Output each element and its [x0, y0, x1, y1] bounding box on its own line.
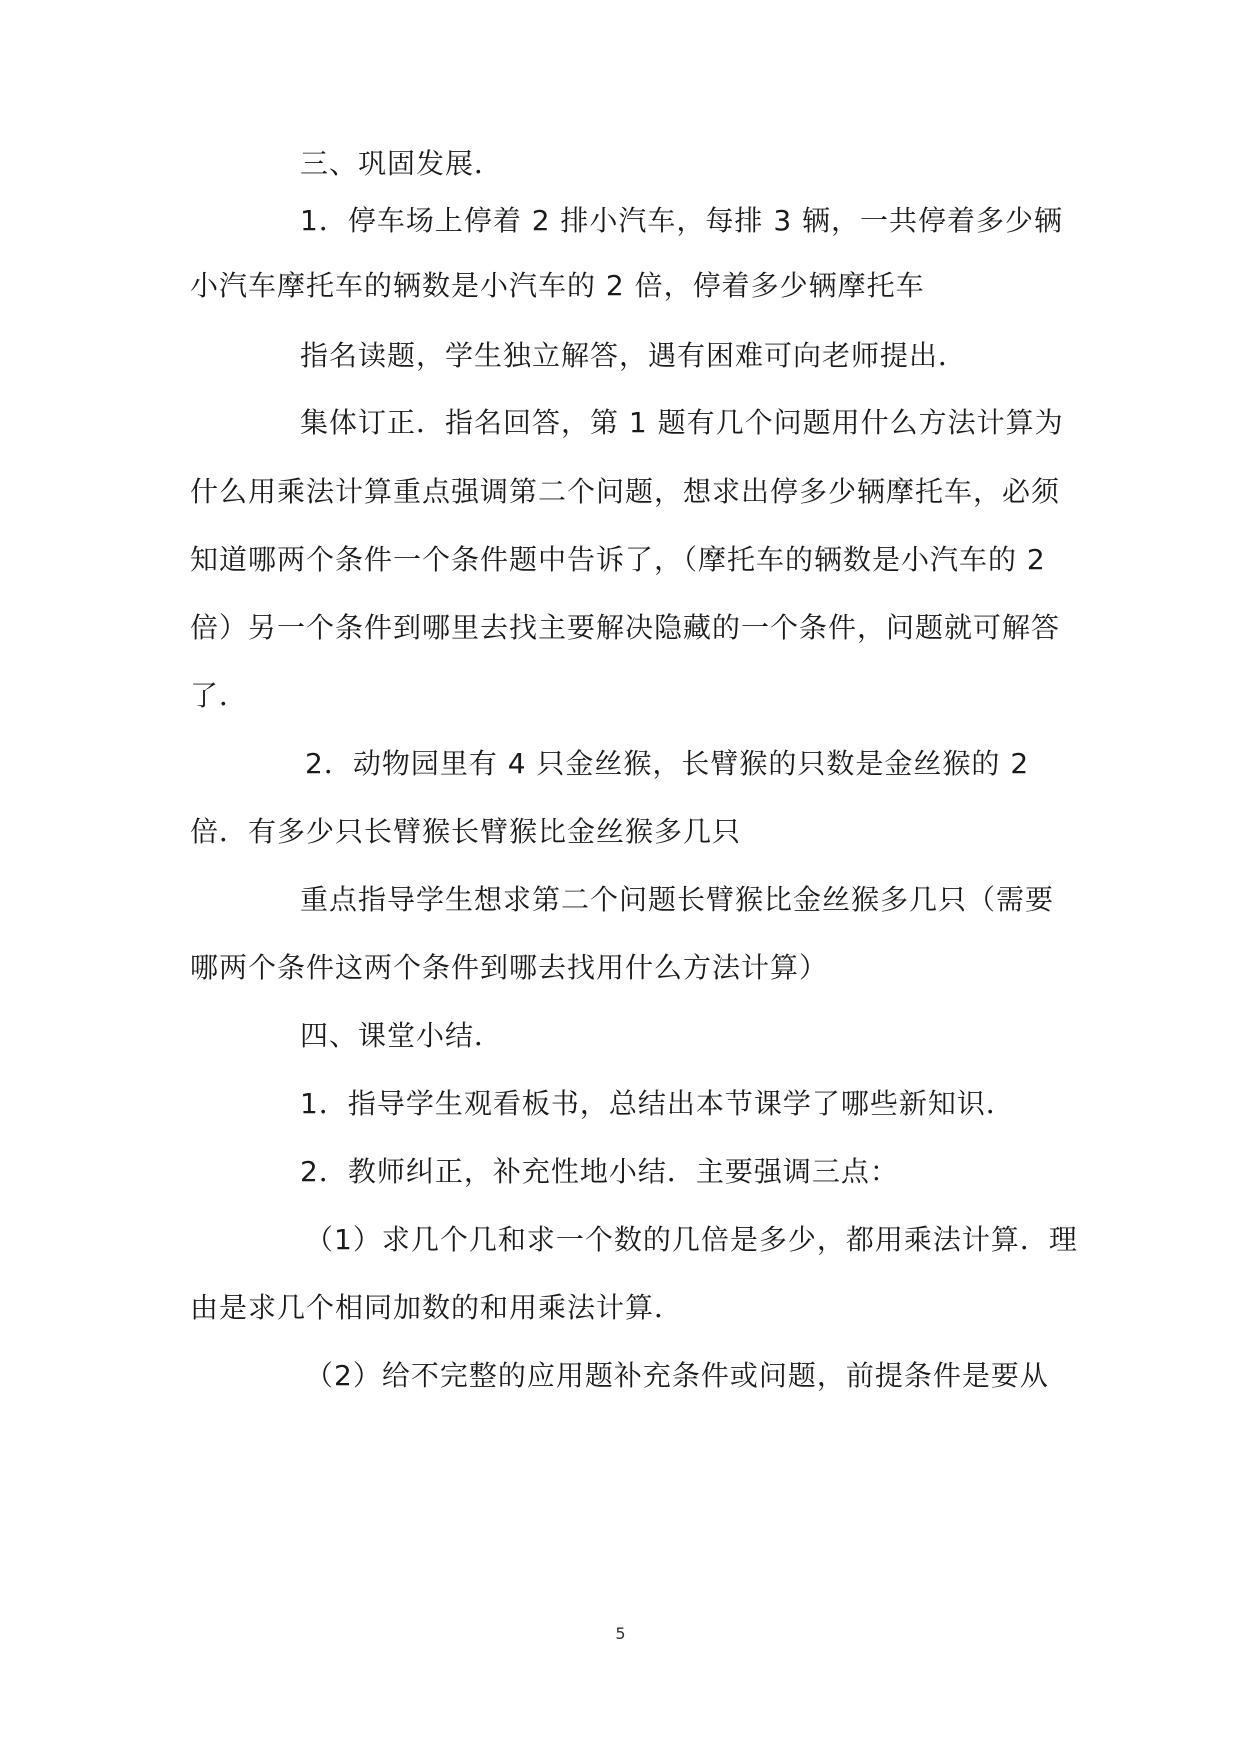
paragraph-line: 小汽车摩托车的辆数是小汽车的 2 倍，停着多少辆摩托车: [190, 269, 925, 302]
page-number: 5: [615, 1624, 626, 1643]
paragraph-line: 1．停车场上停着 2 排小汽车，每排 3 辆，一共停着多少辆: [300, 204, 1064, 237]
paragraph-line: 倍．有多少只长臂猴长臂猴比金丝猴多几只: [190, 815, 742, 848]
section-heading-consolidation: 三、巩固发展．: [300, 147, 504, 180]
paragraph-line: （2）给不完整的应用题补充条件或问题，前提条件是要从: [305, 1359, 1049, 1392]
paragraph-line: 了．: [190, 679, 249, 712]
paragraph-line: 1．指导学生观看板书，总结出本节课学了哪些新知识．: [300, 1087, 1015, 1120]
paragraph-line: 倍）另一个条件到哪里去找主要解决隐藏的一个条件，问题就可解答: [190, 611, 1061, 644]
paragraph-line: 2．动物园里有 4 只金丝猴，长臂猴的只数是金丝猴的 2: [305, 747, 1030, 780]
paragraph-line: 2．教师纠正，补充性地小结．主要强调三点：: [300, 1155, 899, 1188]
paragraph-line: 哪两个条件这两个条件到哪去找用什么方法计算）: [190, 951, 829, 984]
paragraph-line: 重点指导学生想求第二个问题长臂猴比金丝猴多几只（需要: [300, 883, 1055, 916]
paragraph-line: （1）求几个几和求一个数的几倍是多少，都用乘法计算．理: [305, 1223, 1078, 1256]
paragraph-line: 知道哪两个条件一个条件题中告诉了，（摩托车的辆数是小汽车的 2: [190, 543, 1046, 576]
paragraph-line: 指名读题，学生独立解答，遇有困难可向老师提出．: [300, 339, 968, 372]
paragraph-line: 什么用乘法计算重点强调第二个问题，想求出停多少辆摩托车，必须: [190, 475, 1061, 508]
paragraph-line: 由是求几个相同加数的和用乘法计算．: [190, 1291, 684, 1324]
section-heading-summary: 四、课堂小结．: [300, 1019, 504, 1052]
paragraph-line: 集体订正．指名回答，第 1 题有几个问题用什么方法计算为: [300, 406, 1064, 439]
